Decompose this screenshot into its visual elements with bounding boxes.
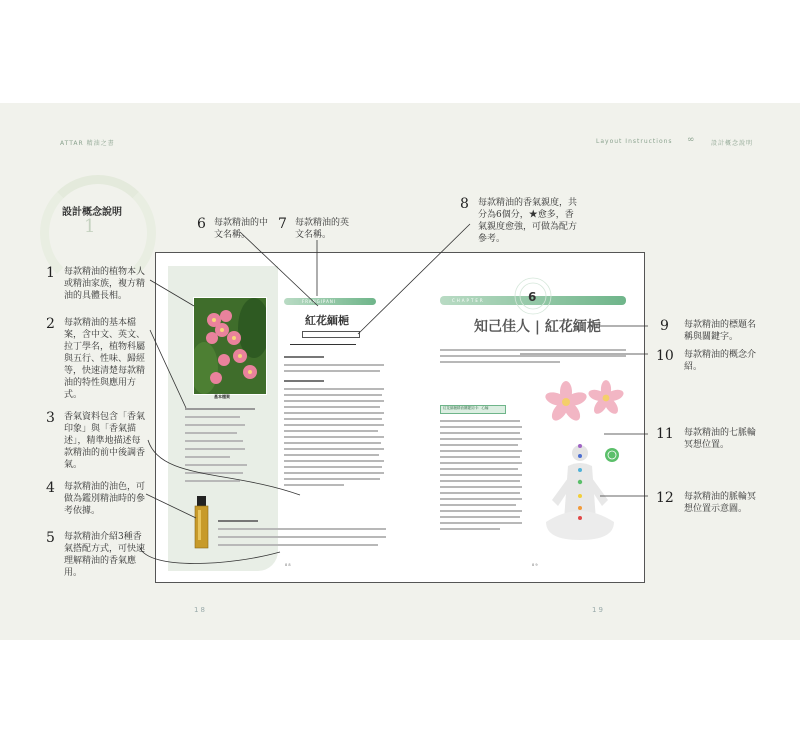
chapter-label: CHAPTER [452,298,485,303]
chapter-number: 6 [528,290,537,304]
plant-chinese-name: 紅花緬梔 [305,314,349,327]
annotation-3-number: 3 [46,410,55,426]
annotation-3-text: 香氣資料包含「香氣印象」與「香氣描述」，精準地描述每款精油的前中後調香氣。 [64,412,146,470]
divider [290,344,356,345]
annotation-6-number: 6 [197,216,206,232]
annotation-1-text: 每款精油的植物本人或精油家族，複方精油的具體長相。 [64,267,146,301]
annotation-11-text: 每款精油的七脈輪冥想位置。 [684,428,757,450]
annotation-4-text: 每款精油的油色，可做為鑑別精油時的參考依據。 [64,482,146,516]
ornament-icon: ∞ [687,135,695,145]
annotation-9-number: 9 [660,318,669,334]
english-name-text: FRANGIPANI [302,299,336,304]
annotation-8-text: 每款精油的香氣親度，共分為6個分，★愈多，香氣親度愈強，可做為配方參考。 [478,198,578,244]
annotation-11-number: 11 [656,426,674,442]
rating-row [302,331,360,338]
concept-number: 1 [84,216,96,237]
right-running-header-zh: 設計概念說明 [711,140,754,147]
annotation-8-number: 8 [460,196,469,212]
annotation-7-text: 每款精油的英文名稱。 [295,218,350,240]
annotation-5-text: 每款精油介紹3種香氣搭配方式，可快速理解精油的香氣應用。 [64,532,146,578]
right-page-number: 19 [592,606,605,614]
sample-right-page [407,263,639,573]
annotation-6-text: 每款精油的中文名稱。 [214,218,269,240]
chapter-title: 知己佳人 | 紅花緬梔 [474,319,601,335]
right-inner-page-number: 8 9 [532,563,538,567]
annotation-7-number: 7 [278,216,287,232]
annotation-9-text: 每款精油的標題名稱與關鍵字。 [684,320,757,342]
annotation-4-number: 4 [46,480,55,496]
annotation-1-number: 1 [46,265,55,281]
section-label: 紅花緬梔精油關鍵詞卡：心輪 [443,406,489,410]
concept-title: 設計概念說明 [62,207,122,218]
annotation-5-number: 5 [46,530,55,546]
right-running-header-en: Layout Instructions [596,138,673,145]
annotation-10-number: 10 [656,348,674,364]
left-inner-page-number: 8 8 [285,563,291,567]
photo-caption: 基本檔案 [214,394,230,399]
annotation-2-number: 2 [46,316,55,332]
annotation-10-text: 每款精油的概念介紹。 [684,350,757,372]
annotation-12-number: 12 [656,490,674,506]
annotation-2-text: 每款精油的基本檔案，含中文、英文、拉丁學名，植物科屬與五行、性味、歸經等，快速清楚每款精油的特性與應用方式。 [64,318,146,400]
left-running-header: ATTAR 精油之書 [60,140,115,147]
annotation-12-text: 每款精油的脈輪冥想位置示意圖。 [684,492,757,514]
left-page-number: 18 [194,606,207,614]
plant-photo [193,297,267,395]
